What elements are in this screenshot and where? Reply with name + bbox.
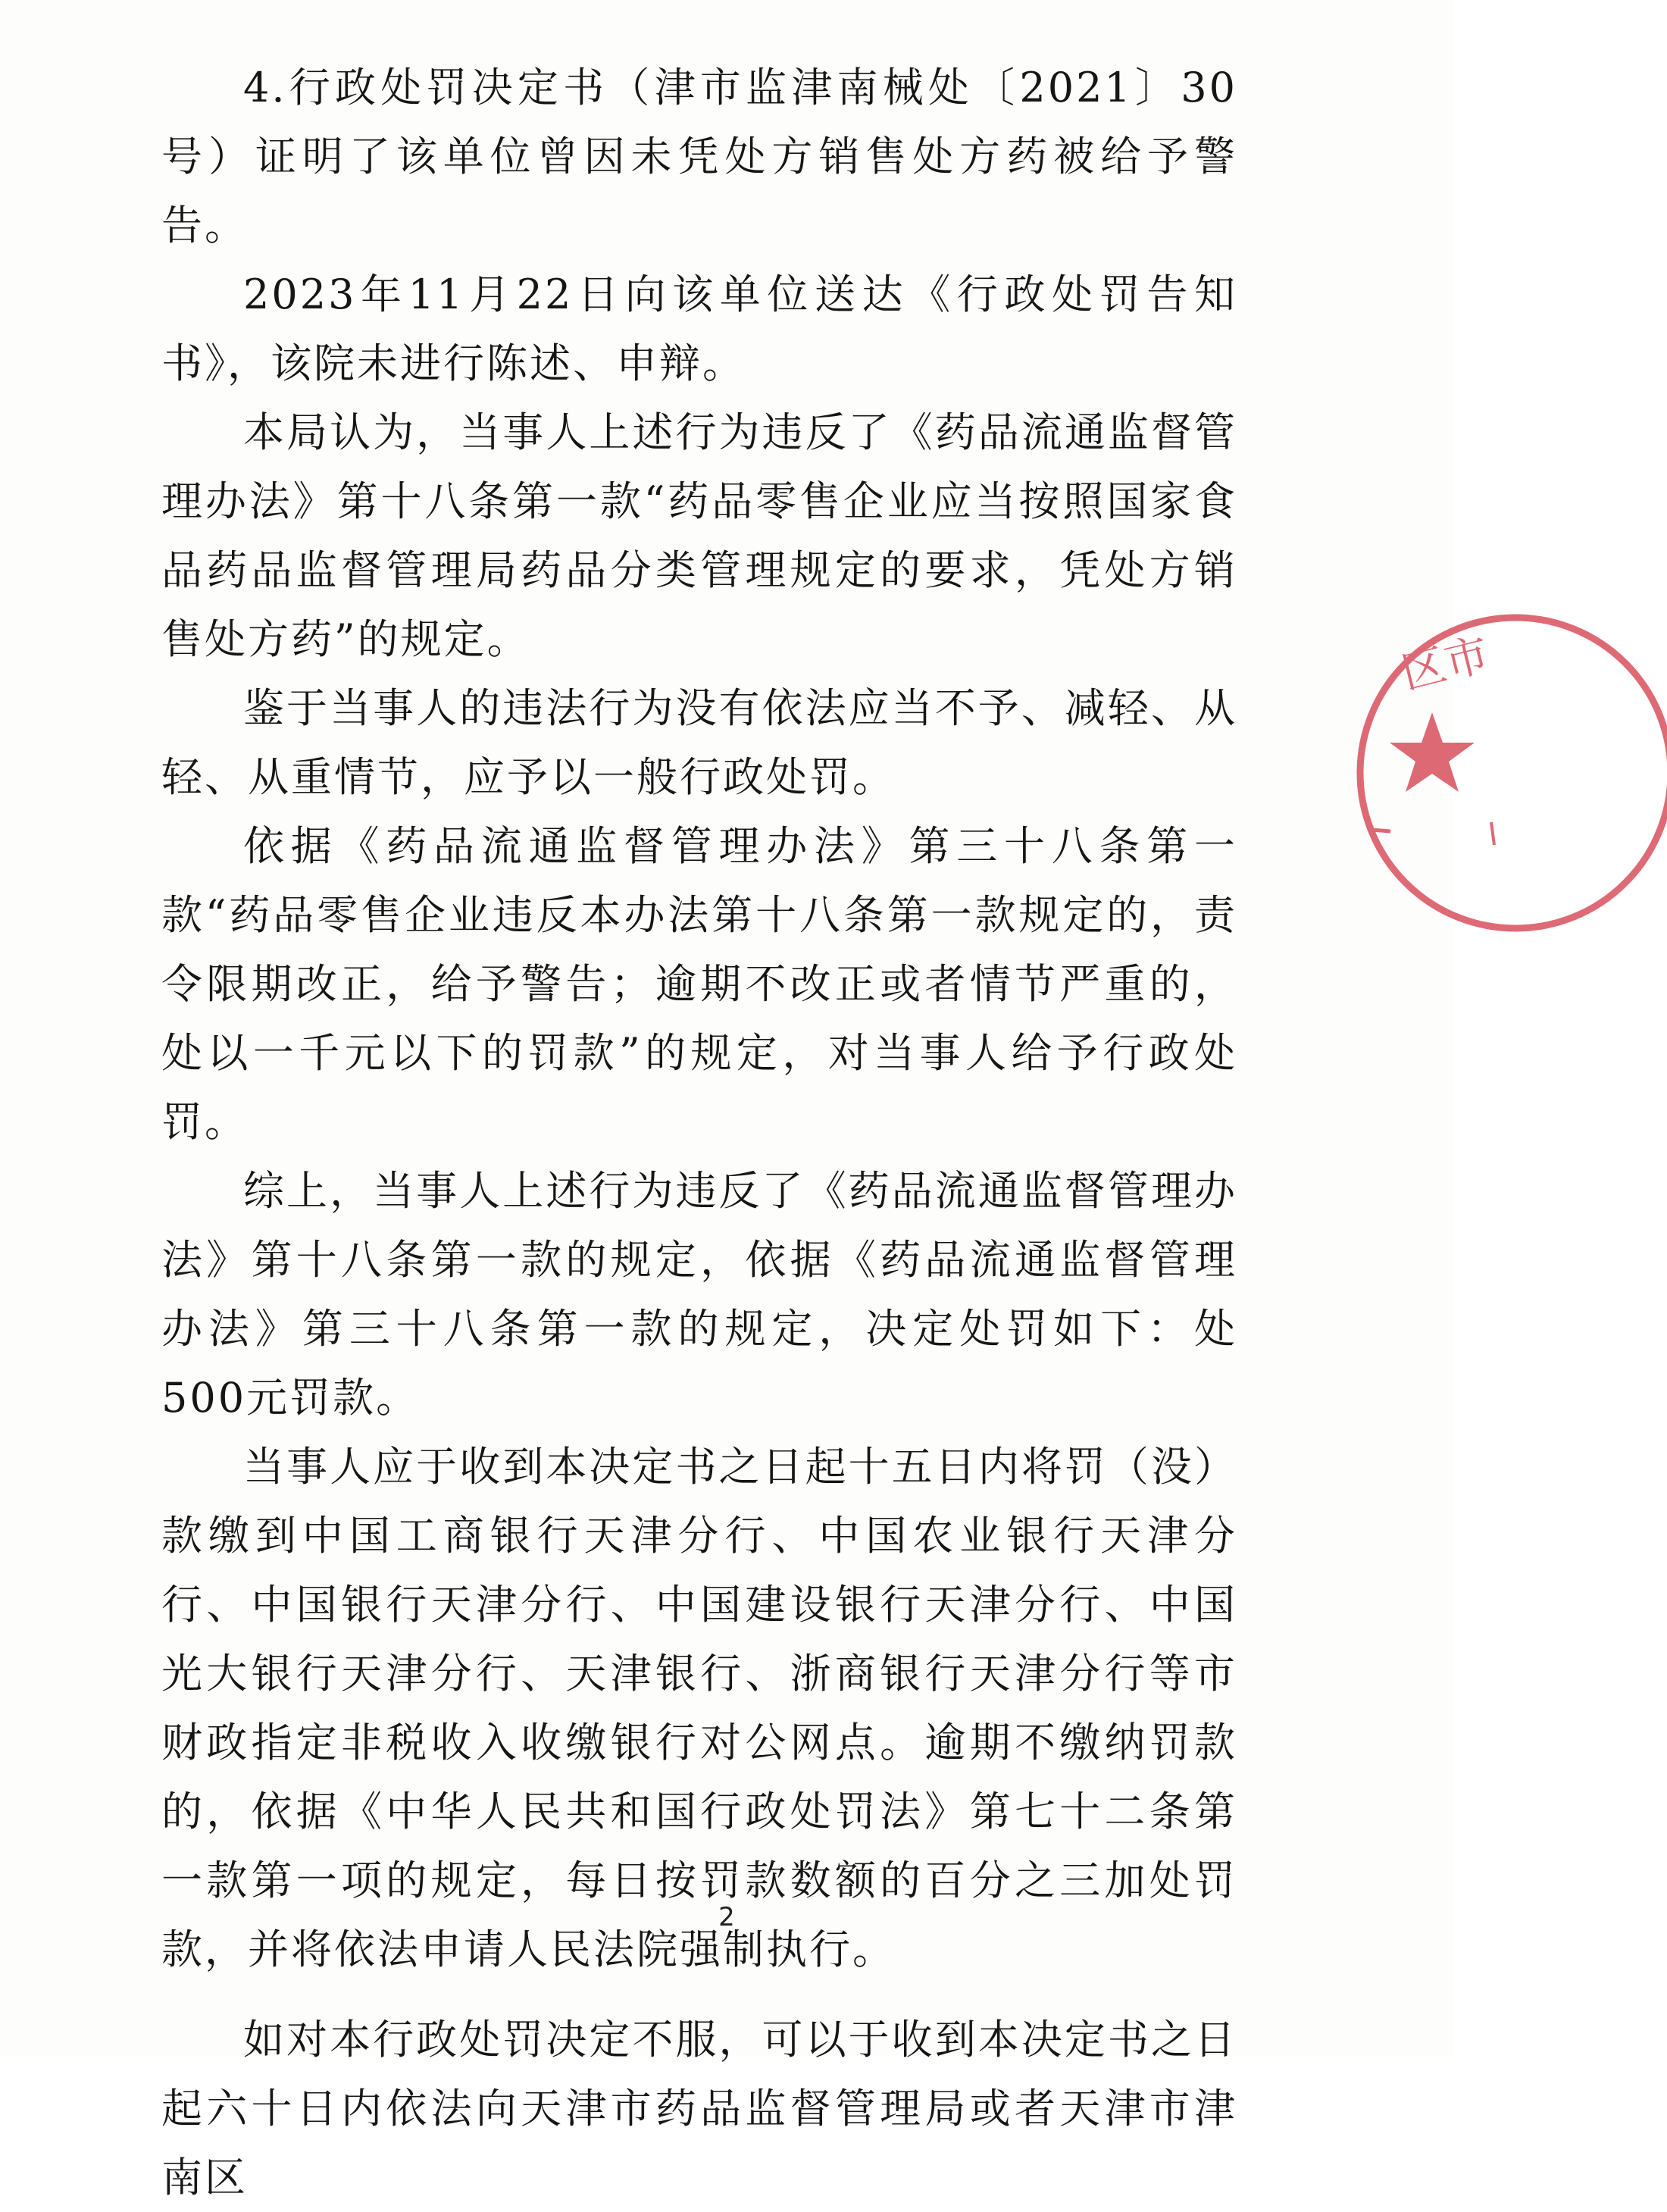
paragraph-prior-penalty: 4.行政处罚决定书（津市监津南械处〔2021〕30号）证明了该单位曾因未凭处方销售处方药被给予警告。 — [161, 64, 1237, 249]
paragraph-violation-finding: 本局认为，当事人上述行为违反了《药品流通监督管理办法》第十八条第一款“药品零售企业应当按照国家食品药品监督管理局药品分类管理规定的要求，凭处方销售处方药”的规定。 — [161, 408, 1237, 663]
paragraph-appeal: 如对本行政处罚决定不服，可以于收到本决定书之日起六十日内依法向天津市药品监督管理局或者天津市津南区 — [161, 2016, 1237, 2201]
page-number: 2 — [718, 1902, 735, 1932]
official-seal-stamp — [1349, 606, 1667, 940]
paragraph-circumstances: 鉴于当事人的违法行为没有依法应当不予、减轻、从轻、从重情节，应予以一般行政处罚。 — [161, 684, 1237, 801]
document-body — [161, 53, 1237, 2212]
paragraph-legal-basis: 依据《药品流通监督管理办法》第三十八条第一款“药品零售企业违反本办法第十八条第一款规定的，责令限期改正，给予警告；逾期不改正或者情节严重的，处以一千元以下的罚款”的规定，对当事人给予行政处罚。 — [161, 822, 1237, 1146]
seal-star-icon — [1390, 712, 1475, 792]
paragraph-payment-instructions: 当事人应于收到本决定书之日起十五日内将罚（没）款缴到中国工商银行天津分行、中国农业银行天津分行、中国银行天津分行、中国建设银行天津分行、中国光大银行天津分行、天津银行、浙商银行天津分行等市财政指定非税收入收缴银行对公网点。逾期不缴纳罚款的，依据《中华人民共和国行政处罚法》第七十二条第一款第一项的规定，每日按罚款数额的百分之三加处罚款，并将依法申请人民法院强制执行。 — [161, 1443, 1237, 1973]
seal-text: 区市 — [1396, 627, 1494, 699]
paragraph-notice-delivery: 2023年11月22日向该单位送达《行政处罚告知书》，该院未进行陈述、申辩。 — [161, 271, 1237, 387]
paragraph-decision: 综上，当事人上述行为违反了《药品流通监督管理办法》第十八条第一款的规定，依据《药品流通监督管理办法》第三十八条第一款的规定，决定处罚如下：处500元罚款。 — [161, 1167, 1237, 1422]
